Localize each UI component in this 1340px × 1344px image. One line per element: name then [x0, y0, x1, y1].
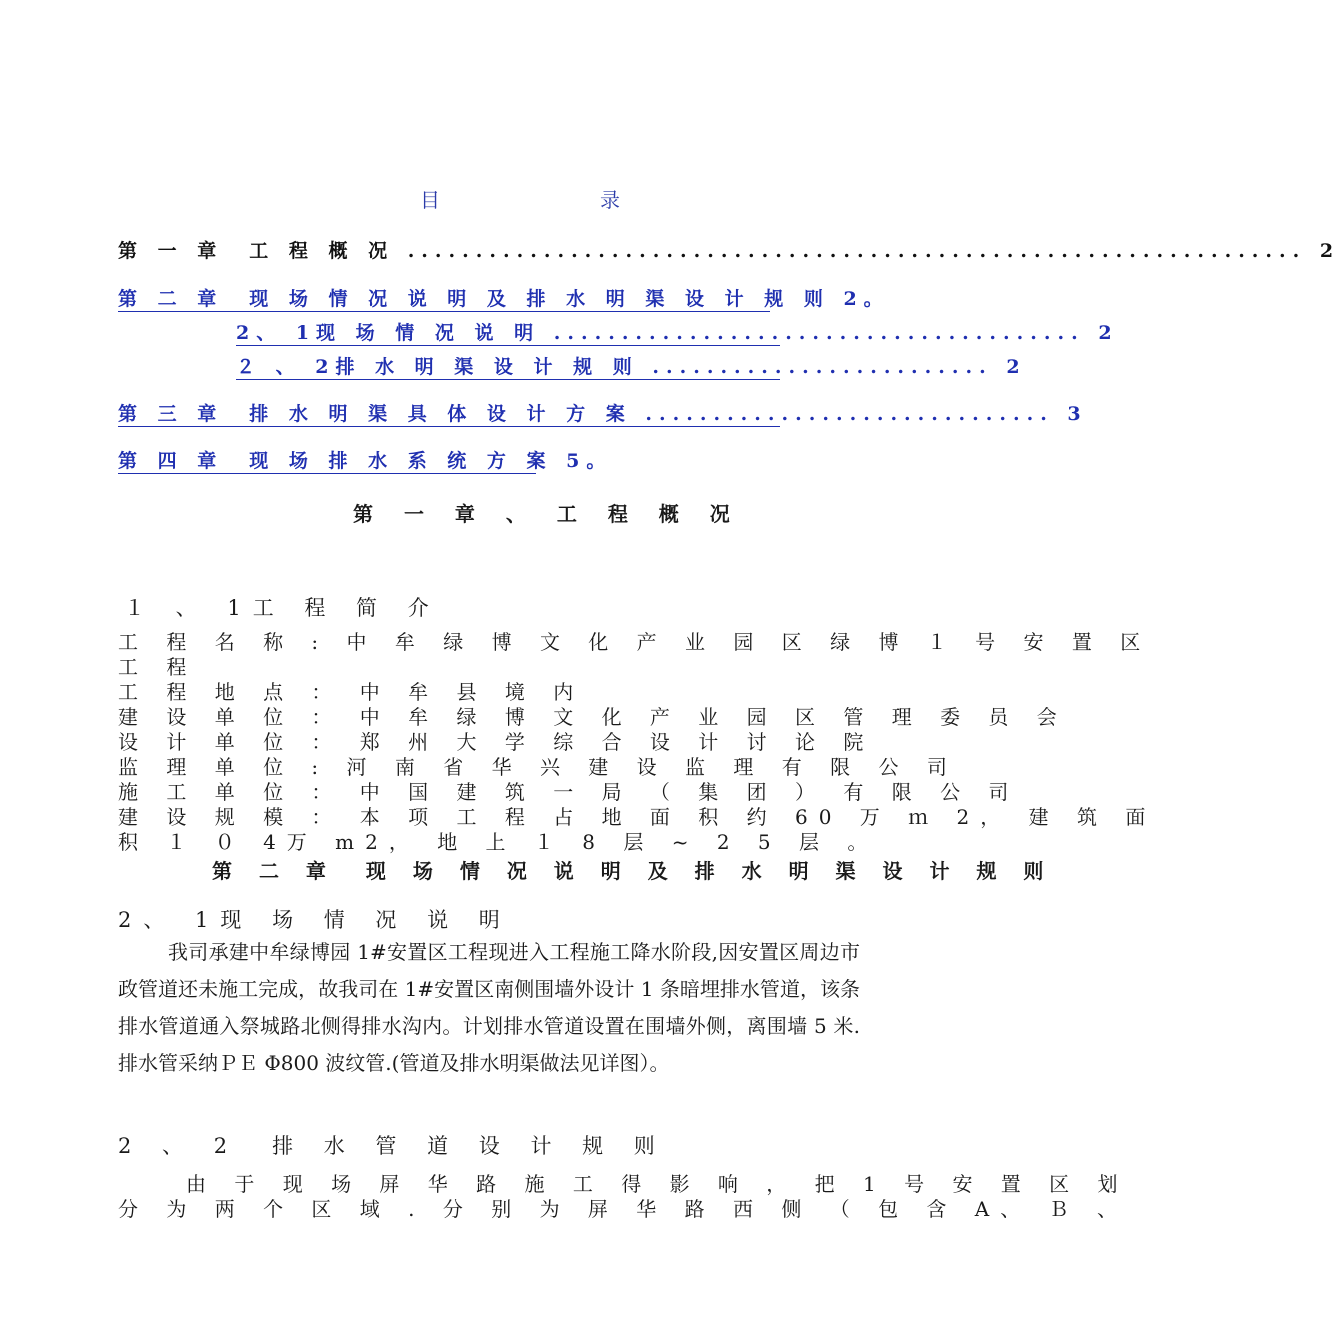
- section-1-1-title: １ 、 1工 程 简 介: [124, 596, 441, 620]
- info-project-location: 工 程 地 点 ： 中 牟 县 境 内: [118, 680, 585, 704]
- info-project-name: 工 程 名 称 : 中 牟 绿 博 文 化 产 业 园 区 绿 博 １ 号 安 置 区: [118, 630, 1152, 654]
- info-scale: 建 设 规 模 ： 本 项 工 程 占 地 面 积 约 60 万 ｍ 2， 建 筑 面: [118, 805, 1157, 829]
- chapter-2-heading: 第 二 章 现 场 情 况 说 明 及 排 水 明 渠 设 计 规 则: [212, 859, 1054, 883]
- chapter-1-heading: 第 一 章 、 工 程 概 况: [353, 502, 742, 526]
- toc-entry-chapter-1[interactable]: 第 一 章 工 程 概 况 .................................................................. 2: [118, 240, 1340, 262]
- toc-entry-chapter-4[interactable]: 第 四 章 现 场 排 水 系 统 方 案 5。: [118, 446, 536, 474]
- info-design-unit: 设 计 单 位 ： 郑 州 大 学 综 合 设 计 讨 论 院: [118, 730, 875, 754]
- toc-entry-chapter-2[interactable]: 第 二 章 现 场 情 况 说 明 及 排 水 明 渠 设 计 规 则 2。: [118, 284, 770, 312]
- info-contractor: 施 工 单 位 ： 中 国 建 筑 一 局 （ 集 团 ） 有 限 公 司: [118, 780, 1020, 804]
- info-supervision-unit: 监 理 单 位 : 河 南 省 华 兴 建 设 监 理 有 限 公 司: [118, 755, 958, 779]
- section-2-2-line-1: 由 于 现 场 屏 华 路 施 工 得 影 响 ， 把 1 号 安 置 区 划: [186, 1172, 1129, 1196]
- section-2-2-line-2: 分 为 两 个 区 域 . 分 别 为 屏 华 路 西 侧 （ 包 含 A、 Ｂ 、: [118, 1197, 1128, 1221]
- toc-entry-chapter-3[interactable]: 第 三 章 排 水 明 渠 具 体 设 计 方 案 .............................. 3: [118, 399, 780, 427]
- info-scale-cont: 积 １ ０ 4万 m2， 地 上 １ 8 层 ~ 2 5 层 。: [118, 830, 879, 854]
- toc-entry-section-2-2[interactable]: ２ 、 2排 水 明 渠 设 计 规 则 ......................... 2: [236, 352, 780, 380]
- info-construction-unit: 建 设 单 位 ： 中 牟 绿 博 文 化 产 业 园 区 管 理 委 员 会: [118, 705, 1068, 729]
- toc-entry-section-2-1[interactable]: 2、 1现 场 情 况 说 明 ....................................... 2: [236, 318, 780, 346]
- section-2-2-title: 2 、 2 排 水 管 道 设 计 规 则: [118, 1134, 667, 1158]
- toc-title: 目 录: [420, 188, 690, 212]
- section-2-1-paragraph: 我司承建中牟绿博园 1#安置区工程现进入工程施工降水阶段,因安置区周边市政管道还未施工完成，故我司在 1#安置区南侧围墙外设计 1 条暗埋排水管道，该条排水管道通入祭城路北侧得排水沟内。计划排水管道设置在围墙外侧，离围墙 5 米.排水管采纳ＰＥ Φ800 波纹管.(管道及排水明渠做法见详图）。: [118, 940, 860, 1075]
- info-project-name-cont: 工 程: [118, 655, 198, 679]
- section-2-1-title: 2、 1现 场 情 况 说 明: [118, 908, 512, 932]
